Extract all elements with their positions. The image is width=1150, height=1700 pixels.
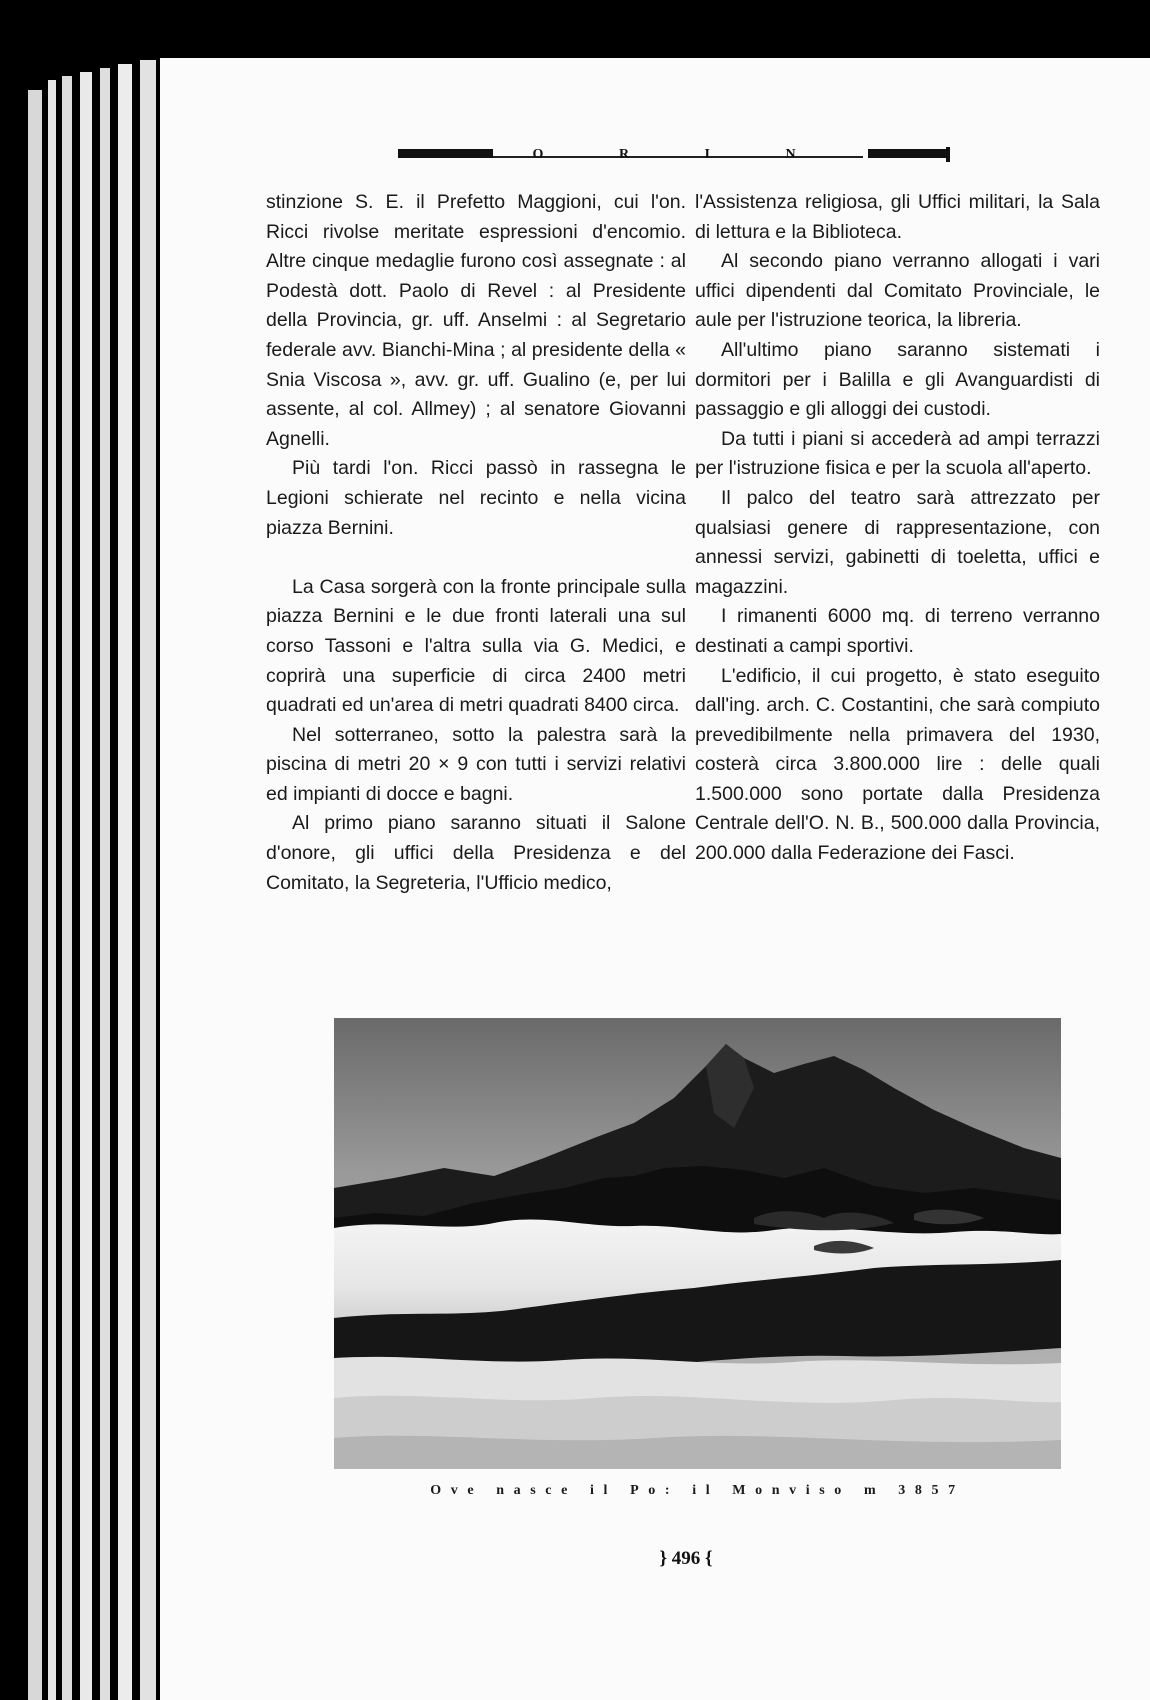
right-text-column xyxy=(695,188,1100,869)
header-rule xyxy=(398,145,950,165)
paragraph: Al secondo piano verranno allogati i vari uffici dipendenti dal Comitato Provinciale, le aule per l'istruzione teorica, la libreria. xyxy=(695,250,1100,332)
page-header xyxy=(398,145,950,165)
paragraph: Da tutti i piani si accederà ad ampi terrazzi per l'istruzione fisica e per la scuola all'aperto. xyxy=(695,427,1100,480)
left-text-column xyxy=(266,188,686,898)
book-page-edges xyxy=(0,0,175,1700)
paragraph: L'edificio, il cui progetto, è stato eseguito dall'ing. arch. C. Costantini, che sarà compiuto prevedibilmente nella primavera del 1930, costerà circa 3.800.000 lire : delle quali 1.500.000 sono portate dalla Presidenza Centrale dell'O. N. B., 500.000 dalla Provincia, 200.000 dalla Federazione dei Fasci. xyxy=(695,664,1100,865)
page-number xyxy=(636,1548,736,1570)
page-number-right-bracket: { xyxy=(700,1548,713,1569)
photo-caption: Ove nasce il Po: il Monviso m 3857 xyxy=(430,1483,965,1498)
mountain-landscape-image xyxy=(334,1018,1061,1469)
paragraph: La Casa sorgerà con la fronte principale sulla piazza Bernini e le due fronti laterali una sul corso Tassoni e l'altra sulla via G. Medici, e coprirà una superficie di circa 2400 metri quadrati ed un'area di metri quadrati 8400 circa. xyxy=(266,575,686,717)
paragraph: Nel sotterraneo, sotto la palestra sarà la piscina di metri 20 × 9 con tutti i servizi relativi ed impianti di docce e bagni. xyxy=(266,723,686,805)
page-number-left-bracket: } xyxy=(659,1548,672,1569)
paragraph: Al primo piano saranno situati il Salone d'onore, gli uffici della Presidenza e del Comitato, la Segreteria, l'Ufficio medico, xyxy=(266,812,686,894)
paragraph: Il palco del teatro sarà attrezzato per qualsiasi genere di rappresentazione, con annessi servizi, gabinetti di toeletta, uffici e magazzini. xyxy=(695,486,1100,598)
monviso-photo xyxy=(334,1018,1061,1469)
paragraph: I rimanenti 6000 mq. di terreno verranno destinati a campi sportivi. xyxy=(695,605,1100,657)
paragraph: Più tardi l'on. Ricci passò in rassegna le Legioni schierate nel recinto e nella vicina piazza Bernini. xyxy=(266,457,686,539)
paragraph: All'ultimo piano saranno sistemati i dormitori per i Balilla e gli Avanguardisti di passaggio e gli alloggi dei custodi. xyxy=(695,338,1100,421)
paragraph: stinzione S. E. il Prefetto Maggioni, cui l'on. Ricci rivolse meritate espressioni d'encomio. Altre cinque medaglie furono così assegnate : al Podestà dott. Paolo di Revel : al Presidente della Provincia, gr. uff. Anselmi : al Segretario federale avv. Bianchi-Mina ; al presidente della « Snia Viscosa », avv. gr. uff. Gualino (e, per lui assente, al col. Allmey) ; al senatore Giovanni Agnelli. xyxy=(266,191,686,450)
header-title: T O R I N O xyxy=(447,147,919,162)
paragraph: l'Assistenza religiosa, gli Uffici militari, la Sala di lettura e la Biblioteca. xyxy=(695,191,1100,243)
page-number-value: 496 xyxy=(671,1548,701,1569)
